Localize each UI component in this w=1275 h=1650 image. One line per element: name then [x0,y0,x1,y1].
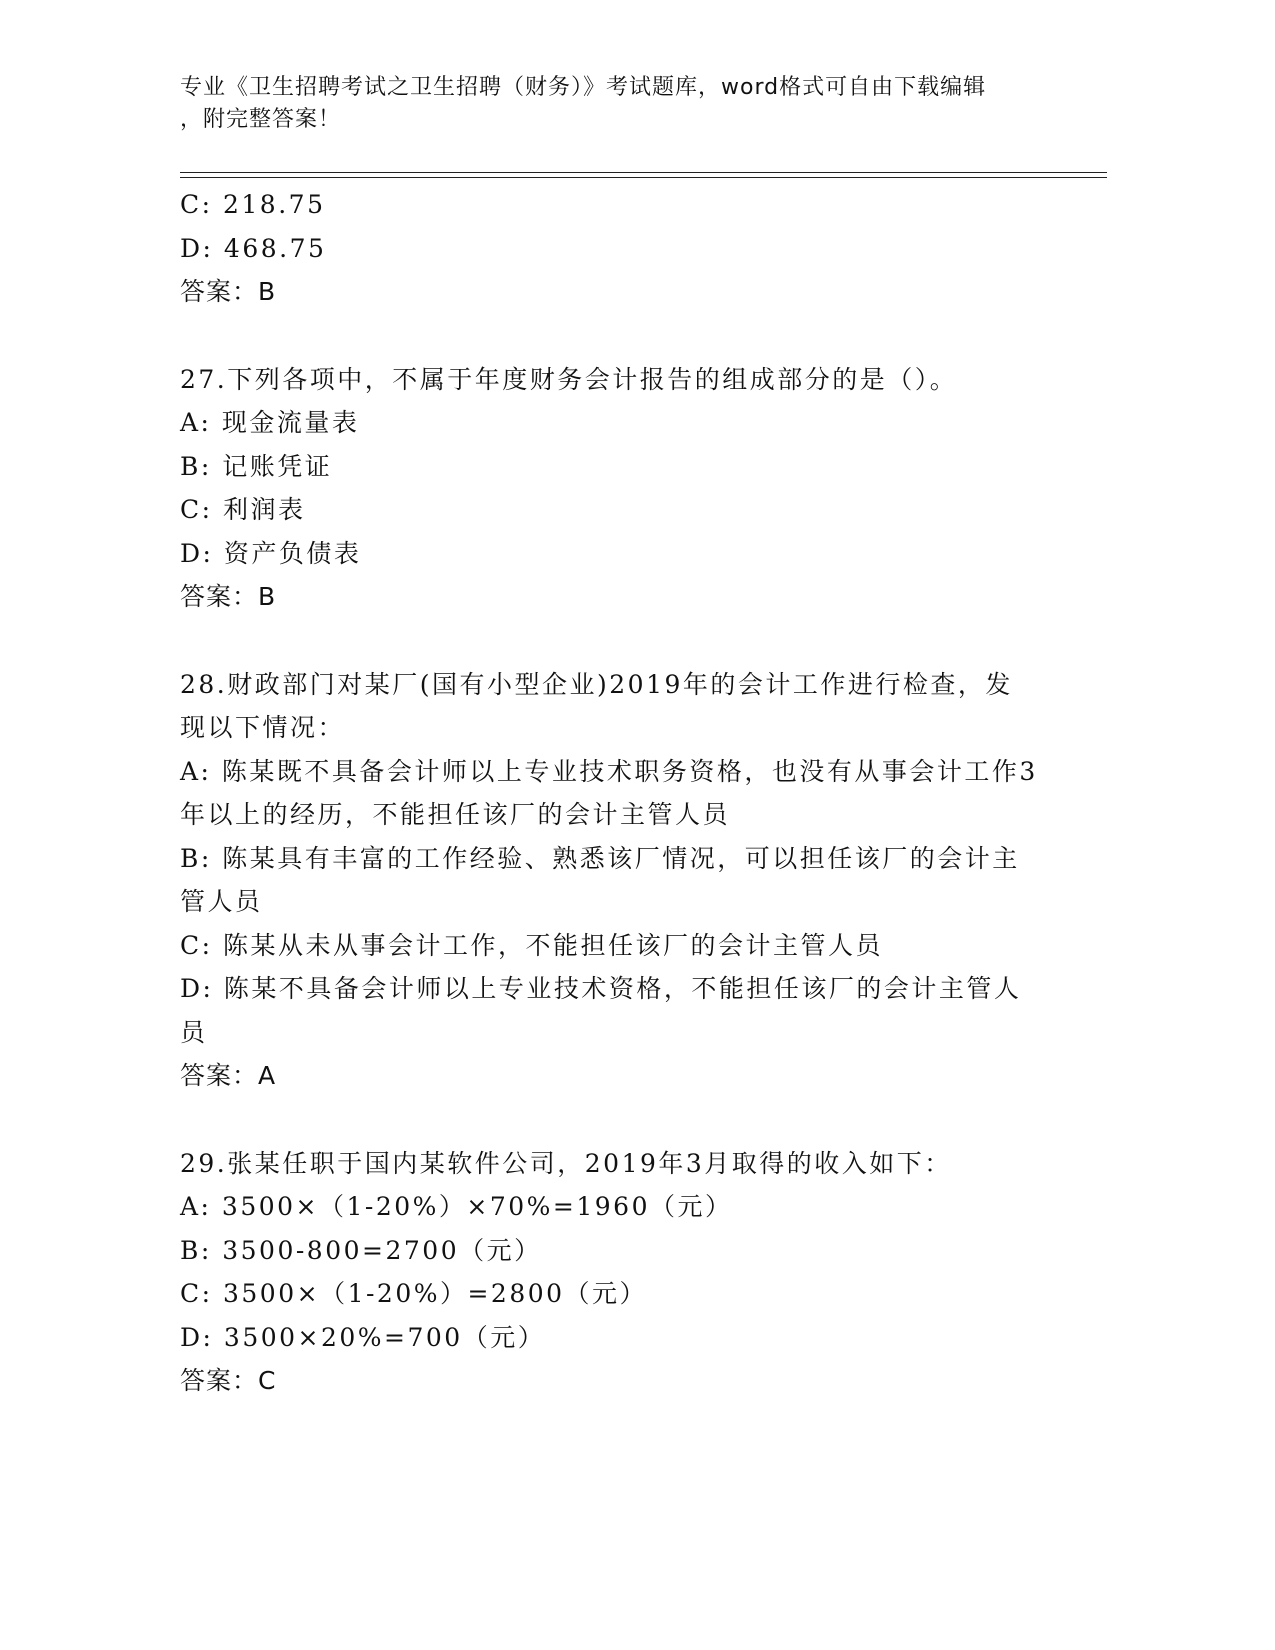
question-29 [180,1142,1040,1403]
question-stem: 28.财政部门对某厂(国有小型企业)2019年的会计工作进行检查，发现以下情况： [180,669,1013,742]
option-b: B: 记账凭证 [180,451,333,481]
spacer [180,314,1040,358]
header-line-2: ，附完整答案！ [180,107,342,132]
option-c: C: 218.75 [180,190,326,219]
header-rule-top [180,172,1107,173]
option-c: C: 利润表 [180,495,306,524]
answer-line: 答案：B [180,582,277,611]
option-b: B: 陈某具有丰富的工作经验、熟悉该厂情况，可以担任该厂的会计主管人员 [180,843,1020,916]
header-rule-bottom [180,177,1107,178]
question-28 [180,663,1040,1098]
spacer [180,1098,1040,1142]
option-a: A: 3500×（1-20%）×70%=1960（元） [180,1192,733,1221]
option-a: A: 陈某既不具备会计师以上专业技术职务资格，也没有从事会计工作3年以上的经历，不能担任该厂的会计主管人员 [180,756,1038,829]
option-d: D: 3500×20%=700（元） [180,1322,546,1352]
answer-line: 答案：B [180,277,277,306]
option-b: B: 3500-800=2700（元） [180,1235,542,1265]
document-header [180,72,1040,136]
spacer [180,619,1040,663]
previous-question-tail [180,183,1040,314]
question-stem: 29.张某任职于国内某软件公司，2019年3月取得的收入如下： [180,1148,952,1178]
option-c: C: 3500×（1-20%）=2800（元） [180,1279,648,1308]
option-d: D: 陈某不具备会计师以上专业技术资格，不能担任该厂的会计主管人员 [180,974,1022,1047]
question-content [180,183,1040,1403]
option-d: D: 资产负债表 [180,538,362,568]
option-a: A: 现金流量表 [180,408,360,437]
question-stem: 27.下列各项中，不属于年度财务会计报告的组成部分的是（）。 [180,364,958,394]
question-27 [180,358,1040,619]
option-d: D: 468.75 [180,233,327,263]
header-line-1: 专业《卫生招聘考试之卫生招聘（财务）》考试题库，word格式可自由下载编辑 [180,75,987,100]
answer-line: 答案：C [180,1366,277,1395]
answer-line: 答案：A [180,1061,277,1090]
option-c: C: 陈某从未从事会计工作，不能担任该厂的会计主管人员 [180,930,884,960]
